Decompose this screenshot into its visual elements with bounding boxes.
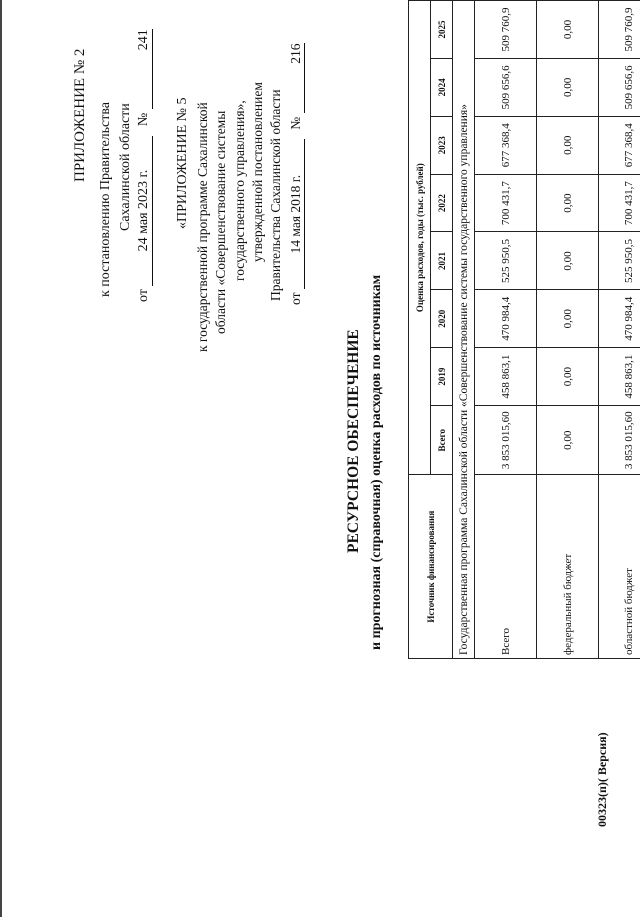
appendix-date: 24 мая 2023 г.	[136, 136, 153, 286]
cell: 470 984,4	[475, 290, 537, 348]
cell: 525 950,5	[475, 232, 537, 290]
program-row	[453, 1, 475, 659]
cell: 3 853 015,60	[475, 406, 537, 475]
resource-table	[408, 0, 640, 659]
cell: 470 984,4	[599, 290, 640, 348]
cell: 0,00	[537, 406, 599, 475]
prev-appendix-line3: государственного управления»,	[232, 100, 247, 281]
appendix-line2: Сахалинской области	[118, 103, 133, 231]
cell: 525 950,5	[599, 232, 640, 290]
table-row	[475, 1, 537, 659]
cell: 509 656,6	[475, 58, 537, 116]
col-header-total: Всего	[431, 406, 453, 475]
prev-appendix-line4: утвержденной постановлением	[250, 82, 265, 262]
cell: 0,00	[537, 232, 599, 290]
cell: 0,00	[537, 116, 599, 174]
row-label: областной бюджет	[599, 475, 640, 659]
row-label: федеральный бюджет	[537, 475, 599, 659]
cell: 0,00	[537, 1, 599, 59]
table-row	[599, 1, 640, 659]
program-name: Государственная программа Сахалинской области «Совершенствование системы государственного управления»	[453, 1, 475, 659]
cell: 677 368,4	[599, 116, 640, 174]
prev-appendix-date: 14 мая 2018 г.	[288, 139, 305, 289]
table-row	[537, 1, 599, 659]
estimate-header: Оценка расходов, годы (тыс. рублей)	[409, 1, 431, 475]
cell: 458 863,1	[599, 348, 640, 406]
cell: 677 368,4	[475, 116, 537, 174]
cell: 0,00	[537, 290, 599, 348]
col-header-2022: 2022	[431, 174, 453, 232]
appendix-num-label: №	[136, 112, 151, 127]
table-header-row	[409, 1, 431, 659]
col-header-2020: 2020	[431, 290, 453, 348]
appendix-date-row	[136, 29, 153, 302]
cell: 0,00	[537, 348, 599, 406]
appendix-from-label: от	[136, 289, 151, 302]
source-header: Источник финансирования	[409, 475, 453, 659]
prev-appendix-date-row	[288, 44, 305, 306]
col-header-2021: 2021	[431, 232, 453, 290]
cell: 509 656,6	[599, 58, 640, 116]
footer-code: 00323(п)( Версия)	[595, 732, 609, 827]
cell: 3 853 015,60	[599, 406, 640, 475]
col-header-2024: 2024	[431, 58, 453, 116]
prev-appendix-line2: области «Совершенствование системы	[213, 110, 228, 334]
col-header-2025: 2025	[431, 1, 453, 59]
prev-appendix-number: 216	[288, 44, 305, 114]
prev-appendix-num-label: №	[288, 116, 303, 130]
appendix-number: 241	[136, 29, 153, 109]
col-header-2023: 2023	[431, 116, 453, 174]
cell: 700 431,7	[599, 174, 640, 232]
prev-appendix-line5: Правительства Сахалинской области	[268, 89, 283, 301]
cell: 509 760,9	[475, 1, 537, 59]
cell: 458 863,1	[475, 348, 537, 406]
col-header-2019: 2019	[431, 348, 453, 406]
heading-title: РЕСУРСНОЕ ОБЕСПЕЧЕНИЕ	[345, 329, 362, 553]
appendix-title: ПРИЛОЖЕНИЕ № 2	[72, 48, 88, 182]
prev-appendix-from-label: от	[288, 292, 303, 305]
cell: 509 760,9	[599, 1, 640, 59]
prev-appendix-title: «ПРИЛОЖЕНИЕ № 5	[175, 97, 190, 229]
cell: 0,00	[537, 174, 599, 232]
appendix-line1: к постановлению Правительства	[98, 101, 113, 297]
prev-appendix-line1: к государственной программе Сахалинской	[195, 102, 210, 352]
cell: 0,00	[537, 58, 599, 116]
row-label: Всего	[475, 475, 537, 659]
heading-subtitle: и прогнозная (справочная) оценка расходов по источникам	[369, 274, 384, 650]
cell: 700 431,7	[475, 174, 537, 232]
